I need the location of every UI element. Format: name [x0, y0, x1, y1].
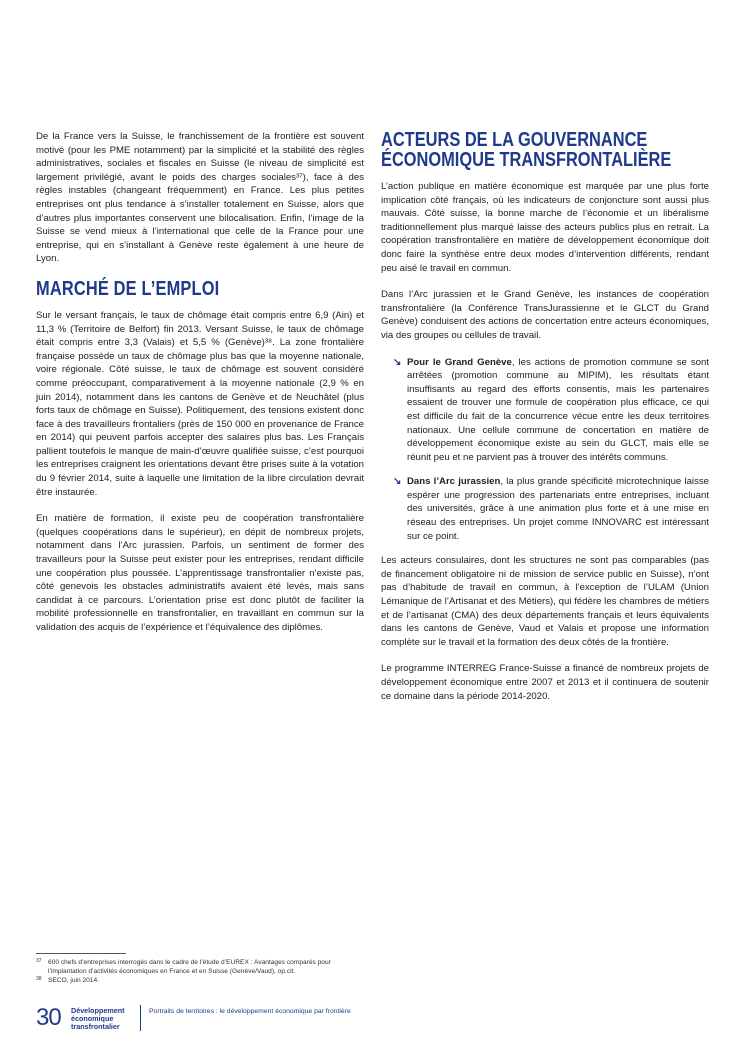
footer-title: Portraits de territoires : le développement économique par frontière	[149, 1008, 351, 1015]
footnote-38	[36, 976, 366, 985]
bullet-2-text: , la plus grande spécificité microtechnique laisse espérer une progression des partenariats entre entreprises, incluant des universités, grâce à une animation plus forte et à une mise en réseau des entreprises. Un projet comme INNOVARC est intéressant sur ce point.	[407, 476, 709, 542]
left-column	[36, 130, 364, 648]
footnote-38-text: SECO, juin 2014.	[48, 977, 99, 984]
footnote-38-number: 38	[36, 976, 42, 982]
brand-line-1: Développement	[71, 1006, 125, 1015]
brand-line-3: transfrontalier	[71, 1022, 120, 1031]
governance-paragraph-2: Dans l’Arc jurassien et le Grand Genève, les instances de coopération transfrontalière (la Conférence TransJurassienne et le GLCT du Grand Genève) conduisent des actions de concertation entre acteurs économiques, via des groupes ou cellules de travail.	[381, 289, 709, 341]
footnote-37	[36, 958, 366, 976]
bullet-arc-jurassien	[381, 475, 709, 543]
bullet-1-text: , les actions de promotion commune se sont arrêtées (promotion commune au MIPIM), les résultats étant insuffisants au regard des efforts consentis, mais les partenaires essaient de trouver une formule de coopération plus efficace, ce qui est difficile du fait de la concurrence vécue entre les deux territoires nationaux. Une cellule commune de concertation en matière de développement économique existe au sein du GLCT, mais elle se réunit peu et ne parvient pas à trouver des intérêts communs.	[407, 356, 709, 463]
heading-gouvernance	[381, 129, 672, 171]
bullet-grand-geneve	[381, 356, 709, 465]
bullet-2-bold: Dans l’Arc jurassien	[407, 476, 501, 488]
footnotes	[36, 953, 366, 985]
governance-paragraph-1: L’action publique en matière économique est marquée par une plus forte implication côté français, où les indicateurs de conjoncture sont aussi plus mauvais. Côté suisse, la bonne marche de l’économie et un libéralisme traditionnellement plus marqué laisse des acteurs publics plus en retrait. La coopération transfrontalière en matière de développement économique doit donc faire la synthèse entre deux modes d’intervention différents, rendant peu aisé le travail en commun.	[381, 181, 709, 274]
arrow-down-right-icon: ↘	[393, 356, 402, 368]
heading-line-1: ACTEURS DE LA GOUVERNANCE	[381, 129, 648, 151]
employment-paragraph: Sur le versant français, le taux de chômage était compris entre 6,9 (Ain) et 11,3 % (Territoire de Belfort) fin 2013. Versant Suisse, le taux de chômage était compris entre 3,3 (Valais) et 5,5 % (Genève)³⁸. La zone frontalière française possède un taux de chômage plus bas que la moyenne nationale, voire régionale. Côté suisse, le taux de chômage est souvent considéré comme préoccupant, comparativement à la moyenne nationale (2,9 % en juin 2014), notamment dans les cantons de Genève et de Neuchâtel (plus forts taux de chômage en Suisse). Politiquement, des tensions existent donc face à des travailleurs frontaliers (près de 150 000 en provenance de France en 2014) qui peuvent parfois accepter des salaires plus bas. Les Français pallient toutefois le manque de main-d’œuvre qualifiée suisse, c’est pourquoi les entreprises craignent les orientations devant être prises suite à la votation du 9 février 2014, suite à laquelle une limitation de la libre circulation devrait être instaurée.	[36, 309, 364, 498]
governance-paragraph-4: Le programme INTERREG France-Suisse a financé de nombreux projets de développement économique entre 2007 et 2013 et il continuera de soutenir ce domaine dans la période 2014-2020.	[381, 663, 709, 702]
footnote-37-text: 600 chefs d’entreprises interrogés dans le cadre de l’étude d’EUREX : Avantages comparés pour l’implantation d’activités économiques en France et en Suisse (Genève/Vaud), op.cit.	[48, 959, 331, 975]
intro-paragraph: De la France vers la Suisse, le franchissement de la frontière est souvent motivé (pour les PME notamment) par la simplicité et la stabilité des règles administratives, sociales et fiscales en Suisse (le niveau de simplicité est largement privilégié, avant le poids des charges sociales³⁷), face à des règles instables (changeant fréquemment) en France. Les plus petites entreprises ont plus tendance à s’installer totalement en Suisse, alors que d’autres plus importantes conservent une bilocalisation. Enfin, l’image de la Suisse se vend mieux à l’international que celle de la France pour une entreprise, qui en s’installant à Genève reste également à une heure de Lyon.	[36, 131, 364, 265]
arrow-down-right-icon: ↘	[393, 476, 402, 488]
bullet-1-bold: Pour le Grand Genève	[407, 356, 512, 368]
footnote-rule	[36, 953, 126, 954]
right-column	[381, 130, 709, 716]
series-brand	[71, 1007, 125, 1031]
page-number: 30	[36, 1004, 61, 1031]
training-paragraph: En matière de formation, il existe peu de coopération transfrontalière (quelques coopérations dans le supérieur), en dépit de nombreux projets, notamment dans l’Arc jurassien. Parfois, un sentiment de former des travailleurs pour la Suisse peut exister pour les entreprises, rendant difficile une coopération plus poussée. L’apprentissage transfrontalier n’existe pas, côté genevois les obstacles administratifs avaient été levés, mais sans candidat à ce parcours. L’orientation prise est donc plutôt de faciliter la mobilité professionnelle en transfrontalier, en travaillant en commun sur la validation des acquis de l’expérience et l’équivalence des diplômes.	[36, 513, 364, 633]
heading-line-2: ÉCONOMIQUE TRANSFRONTALIÈRE	[381, 149, 672, 171]
brand-line-2: économique	[71, 1014, 114, 1023]
footer-divider	[140, 1005, 141, 1031]
governance-paragraph-3: Les acteurs consulaires, dont les structures ne sont pas comparables (pas de financement obligatoire ni de mission de service public en Suisse), n’ont pas d’habitude de travail en commun, à l’exception de l’ULAM (Union Lémanique de l’Artisanat et des Métiers), qui fédère les chambres de métiers et de l’artisanat (CMA) des deux départements français et leurs équivalents dans les cantons de Genève, Vaud et Valais et propose une information complète sur le travail et la formation des deux côtés de la frontière.	[381, 555, 709, 648]
heading-marche-emploi: MARCHÉ DE L’EMPLOI	[36, 277, 220, 300]
footnote-37-number: 37	[36, 958, 42, 964]
